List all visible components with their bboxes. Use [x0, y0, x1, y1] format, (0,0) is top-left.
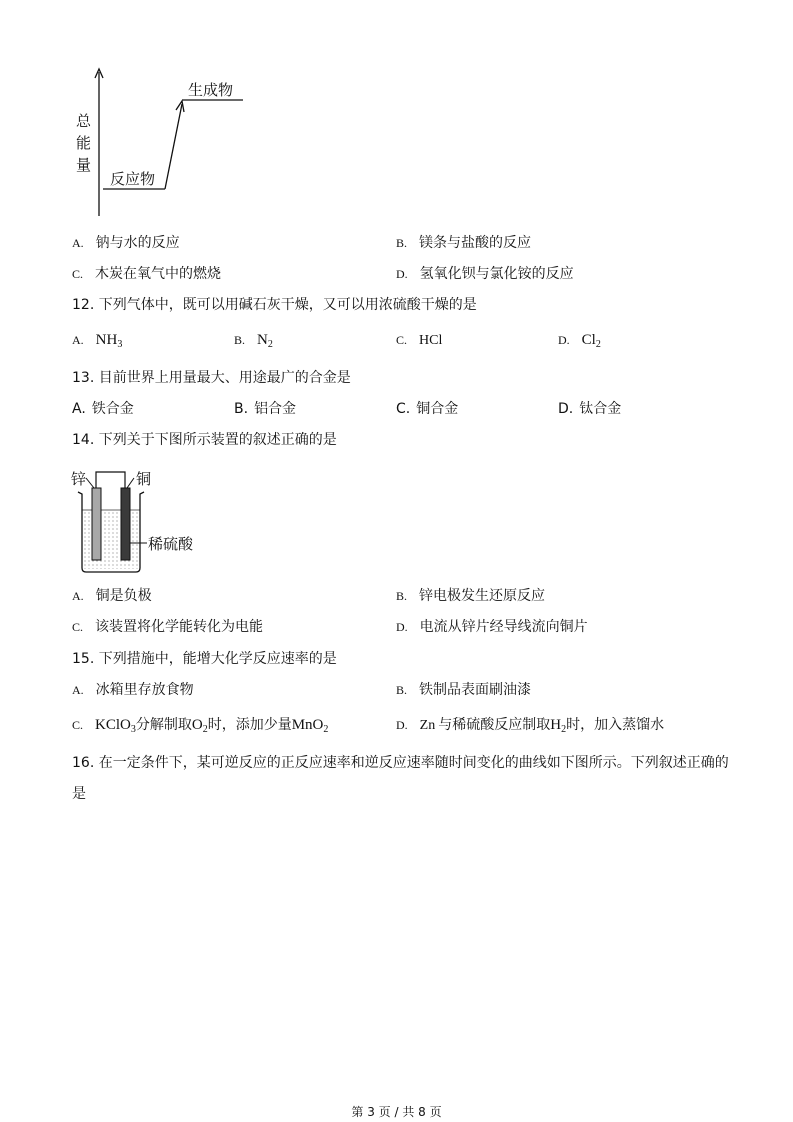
q12-option-c[interactable]	[396, 333, 442, 348]
option-letter: C.	[72, 267, 84, 281]
formula-h2: $H_2$	[550, 717, 567, 735]
q11-option-d[interactable]	[396, 267, 574, 281]
option-text: 铁合金	[91, 401, 134, 417]
copper-electrode	[121, 488, 130, 560]
q13-option-b[interactable]	[234, 402, 296, 416]
option-letter: A.	[72, 589, 84, 603]
zinc-label: 锌	[71, 470, 87, 488]
product-label: 生成物	[188, 81, 234, 99]
q12-stem: 12. 下列气体中，既可以用碱石灰干燥，又可以用浓硫酸干燥的是	[72, 297, 477, 313]
formula-zn: Zn	[419, 718, 436, 733]
option-text: 铜合金	[416, 401, 459, 417]
option-text: 铜是负极	[95, 588, 152, 604]
q14-option-d[interactable]	[396, 620, 588, 634]
option-letter: A.	[72, 401, 86, 417]
option-letter: D.	[558, 333, 570, 347]
q16-stem-line-1: 16. 在一定条件下，某可逆反应的正反应速率和逆反应速率随时间变化的曲线如下图所示。下列叙述正确的	[72, 755, 729, 771]
q13-option-a[interactable]	[72, 402, 134, 416]
formula-kclo3: KClO$_3$	[95, 717, 136, 735]
option-letter: A.	[72, 333, 84, 347]
formula-n2: $N_2$	[257, 332, 273, 350]
formula-hcl: HCl	[419, 333, 443, 348]
zinc-pointer	[86, 478, 94, 488]
reaction-path	[165, 104, 182, 189]
formula-nh3: $NH_3$	[95, 332, 123, 350]
option-letter: D.	[558, 401, 574, 417]
reactant-label: 反应物	[110, 170, 156, 188]
option-text: 钠与水的反应	[95, 235, 180, 251]
formula-o2: $O_2$	[191, 717, 208, 735]
option-text: 钛合金	[579, 401, 622, 417]
option-letter: B.	[396, 236, 408, 250]
option-letter: A.	[72, 683, 84, 697]
axis-label-char-2: 能	[76, 134, 92, 152]
option-letter: C.	[72, 620, 84, 634]
option-letter: D.	[396, 620, 408, 634]
q14-option-a[interactable]	[72, 589, 152, 603]
zinc-electrode	[92, 488, 101, 560]
option-text: 电流从锌片经导线流向铜片	[419, 619, 588, 635]
option-letter: C.	[72, 718, 84, 732]
q13-option-c[interactable]	[396, 402, 458, 416]
q16-stem-line-2: 是	[72, 786, 86, 802]
option-letter: D.	[396, 718, 408, 732]
option-letter: B.	[234, 333, 246, 347]
q12-option-b[interactable]	[234, 333, 273, 348]
option-text: 铝合金	[254, 401, 297, 417]
copper-label: 铜	[136, 470, 152, 488]
option-letter: B.	[396, 589, 408, 603]
option-letter: C.	[396, 333, 408, 347]
option-text: 冰箱里存放食物	[95, 682, 194, 698]
option-text-part: 分解制取	[135, 717, 192, 733]
galvanic-cell-figure	[68, 464, 218, 580]
q11-option-c[interactable]	[72, 267, 221, 281]
reaction-arrow-icon	[176, 101, 184, 112]
q13-option-d[interactable]	[558, 402, 621, 416]
q14-stem: 14. 下列关于下图所示装置的叙述正确的是	[72, 432, 337, 448]
q13-stem: 13. 目前世界上用量最大、用途最广的合金是	[72, 370, 351, 386]
option-text: 铁制品表面刷油漆	[419, 682, 532, 698]
page-footer: 第 3 页 / 共 8 页	[351, 1105, 442, 1119]
wire	[96, 472, 125, 488]
axis-label-char-1: 总	[76, 112, 92, 130]
option-text: 锌电极发生还原反应	[419, 588, 546, 604]
q15-option-c[interactable]	[72, 718, 328, 733]
formula-mno2: MnO$_2$	[291, 717, 329, 735]
copper-pointer	[127, 478, 134, 488]
q15-option-b[interactable]	[396, 683, 531, 697]
axis-label-char-3: 量	[76, 156, 92, 174]
option-text: 氢氧化钡与氯化铵的反应	[419, 266, 574, 282]
q15-option-a[interactable]	[72, 683, 194, 697]
acid-label: 稀硫酸	[148, 535, 194, 553]
option-letter: B.	[234, 401, 249, 417]
option-text: 镁条与盐酸的反应	[419, 235, 532, 251]
option-text-part: 时，加入蒸馏水	[566, 717, 665, 733]
q11-option-a[interactable]	[72, 236, 180, 250]
option-text: 该装置将化学能转化为电能	[95, 619, 264, 635]
option-letter: D.	[396, 267, 408, 281]
q12-option-d[interactable]	[558, 333, 601, 348]
option-letter: C.	[396, 401, 411, 417]
energy-diagram	[70, 64, 260, 224]
option-text-part: 与稀硫酸反应制取	[438, 717, 551, 733]
formula-cl2: $Cl_2$	[581, 332, 601, 350]
option-letter: A.	[72, 236, 84, 250]
q11-option-b[interactable]	[396, 236, 531, 250]
option-text: 木炭在氧气中的燃烧	[95, 266, 222, 282]
option-letter: B.	[396, 683, 408, 697]
q12-option-a[interactable]	[72, 333, 122, 348]
dilute-sulfuric-acid	[82, 510, 140, 569]
q14-option-c[interactable]	[72, 620, 263, 634]
q15-option-d[interactable]	[396, 718, 664, 733]
q15-stem: 15. 下列措施中，能增大化学反应速率的是	[72, 651, 337, 667]
option-text-part: 时，添加少量	[207, 717, 292, 733]
q14-option-b[interactable]	[396, 589, 545, 603]
